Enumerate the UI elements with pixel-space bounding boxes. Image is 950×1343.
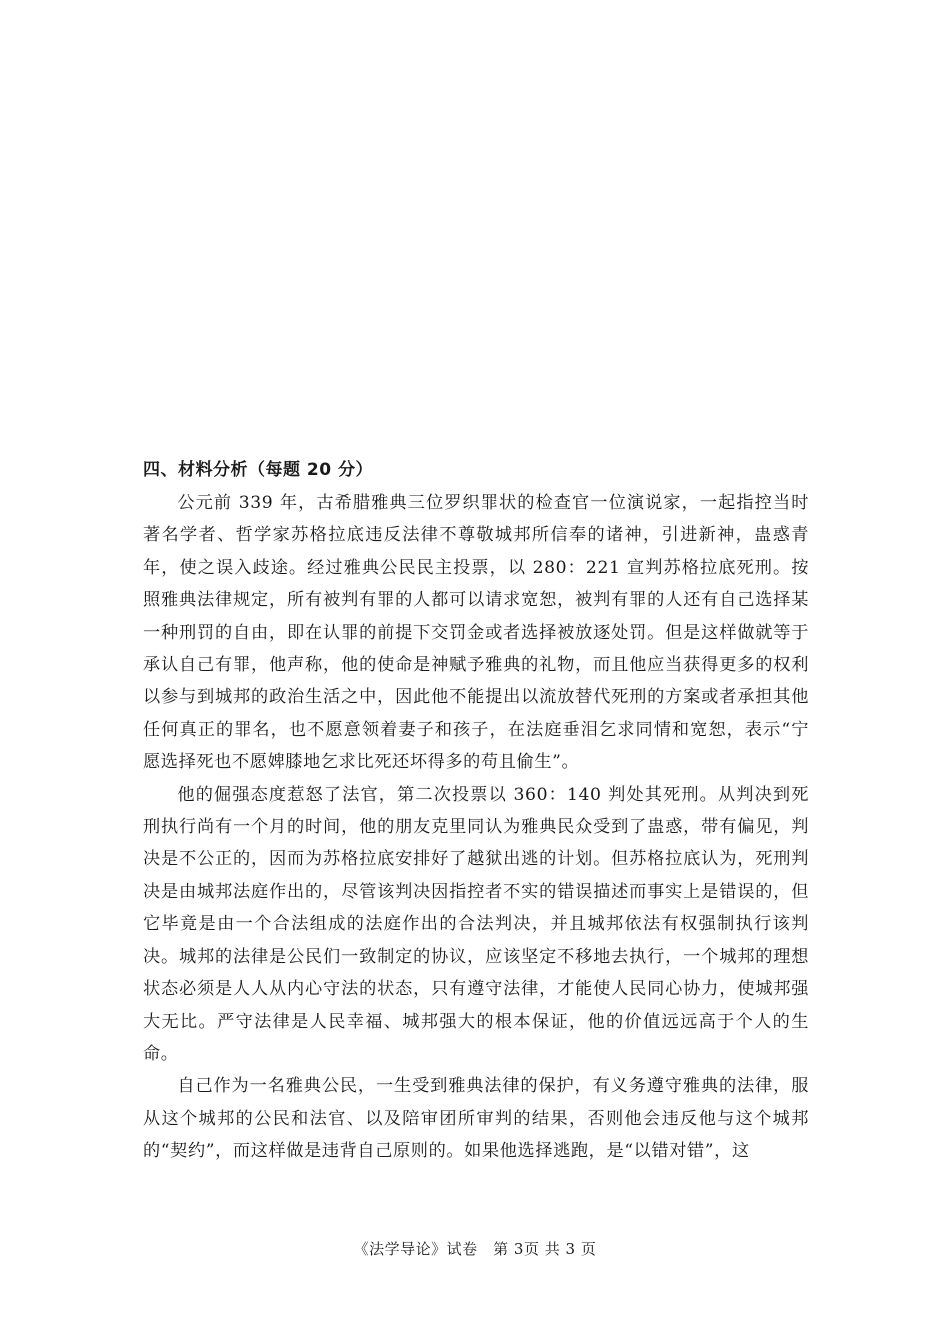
paragraph-3: 自己作为一名雅典公民，一生受到雅典法律的保护，有义务遵守雅典的法律，服从这个城邦的公民和法官、以及陪审团所审判的结果，否则他会违反他与这个城邦的“契约”，而这样做是违背自己原则的。如果他选择逃跑，是“以错对错”，这 — [143, 1076, 809, 1162]
paragraph-1: 公元前 339 年，古希腊雅典三位罗织罪状的检查官一位演说家，一起指控当时著名学者、哲学家苏格拉底违反法律不尊敬城邦所信奉的诸神，引进新神，蛊惑青年，使之误入歧途。经过雅典公民民主投票，以 280：221 宣判苏格拉底死刑。按照雅典法律规定，所有被判有罪的人都可以请求宽恕，被判有罪的人还有自己选择某一种刑罚的自由，即在认罪的前提下交罚金或者选择被放逐处罚。但是这样做就等于承认自己有罪，他声称，他的使命是神赋予雅典的礼物，而且他应当获得更多的权利以参与到城邦的政治生活之中，因此他不能提出以流放替代死刑的方案或者承担其他任何真正的罪名，也不愿意领着妻子和孩子，在法庭垂泪乞求同情和宽恕，表示“宁愿选择死也不愿婢膝地乞求比死还坏得多的苟且偷生”。 — [143, 493, 809, 773]
section-heading: 四、材料分析（每题 20 分） — [143, 460, 373, 480]
page-content — [143, 456, 809, 1168]
page-footer: 《法学导论》试卷 第 3页 共 3 页 — [353, 1240, 597, 1258]
paragraph-2: 他的倔强态度惹怒了法官，第二次投票以 360：140 判处其死刑。从判决到死刑执行尚有一个月的时间，他的朋友克里同认为雅典民众受到了蛊惑，带有偏见，判决是不公正的，因而为苏格拉底安排好了越狱出逃的计划。但苏格拉底认为，死刑判决是由城邦法庭作出的，尽管该判决因指控者不实的错误描述而事实上是错误的，但它毕竟是由一个合法组成的法庭作出的合法判决，并且城邦依法有权强制执行该判决。城邦的法律是公民们一致制定的协议，应该坚定不移地去执行，一个城邦的理想状态必须是人人从内心守法的状态，只有遵守法律，才能使人民同心协力，使城邦强大无比。严守法律是人民幸福、城邦强大的根本保证，他的价值远远高于个人的生命。 — [143, 784, 809, 1064]
